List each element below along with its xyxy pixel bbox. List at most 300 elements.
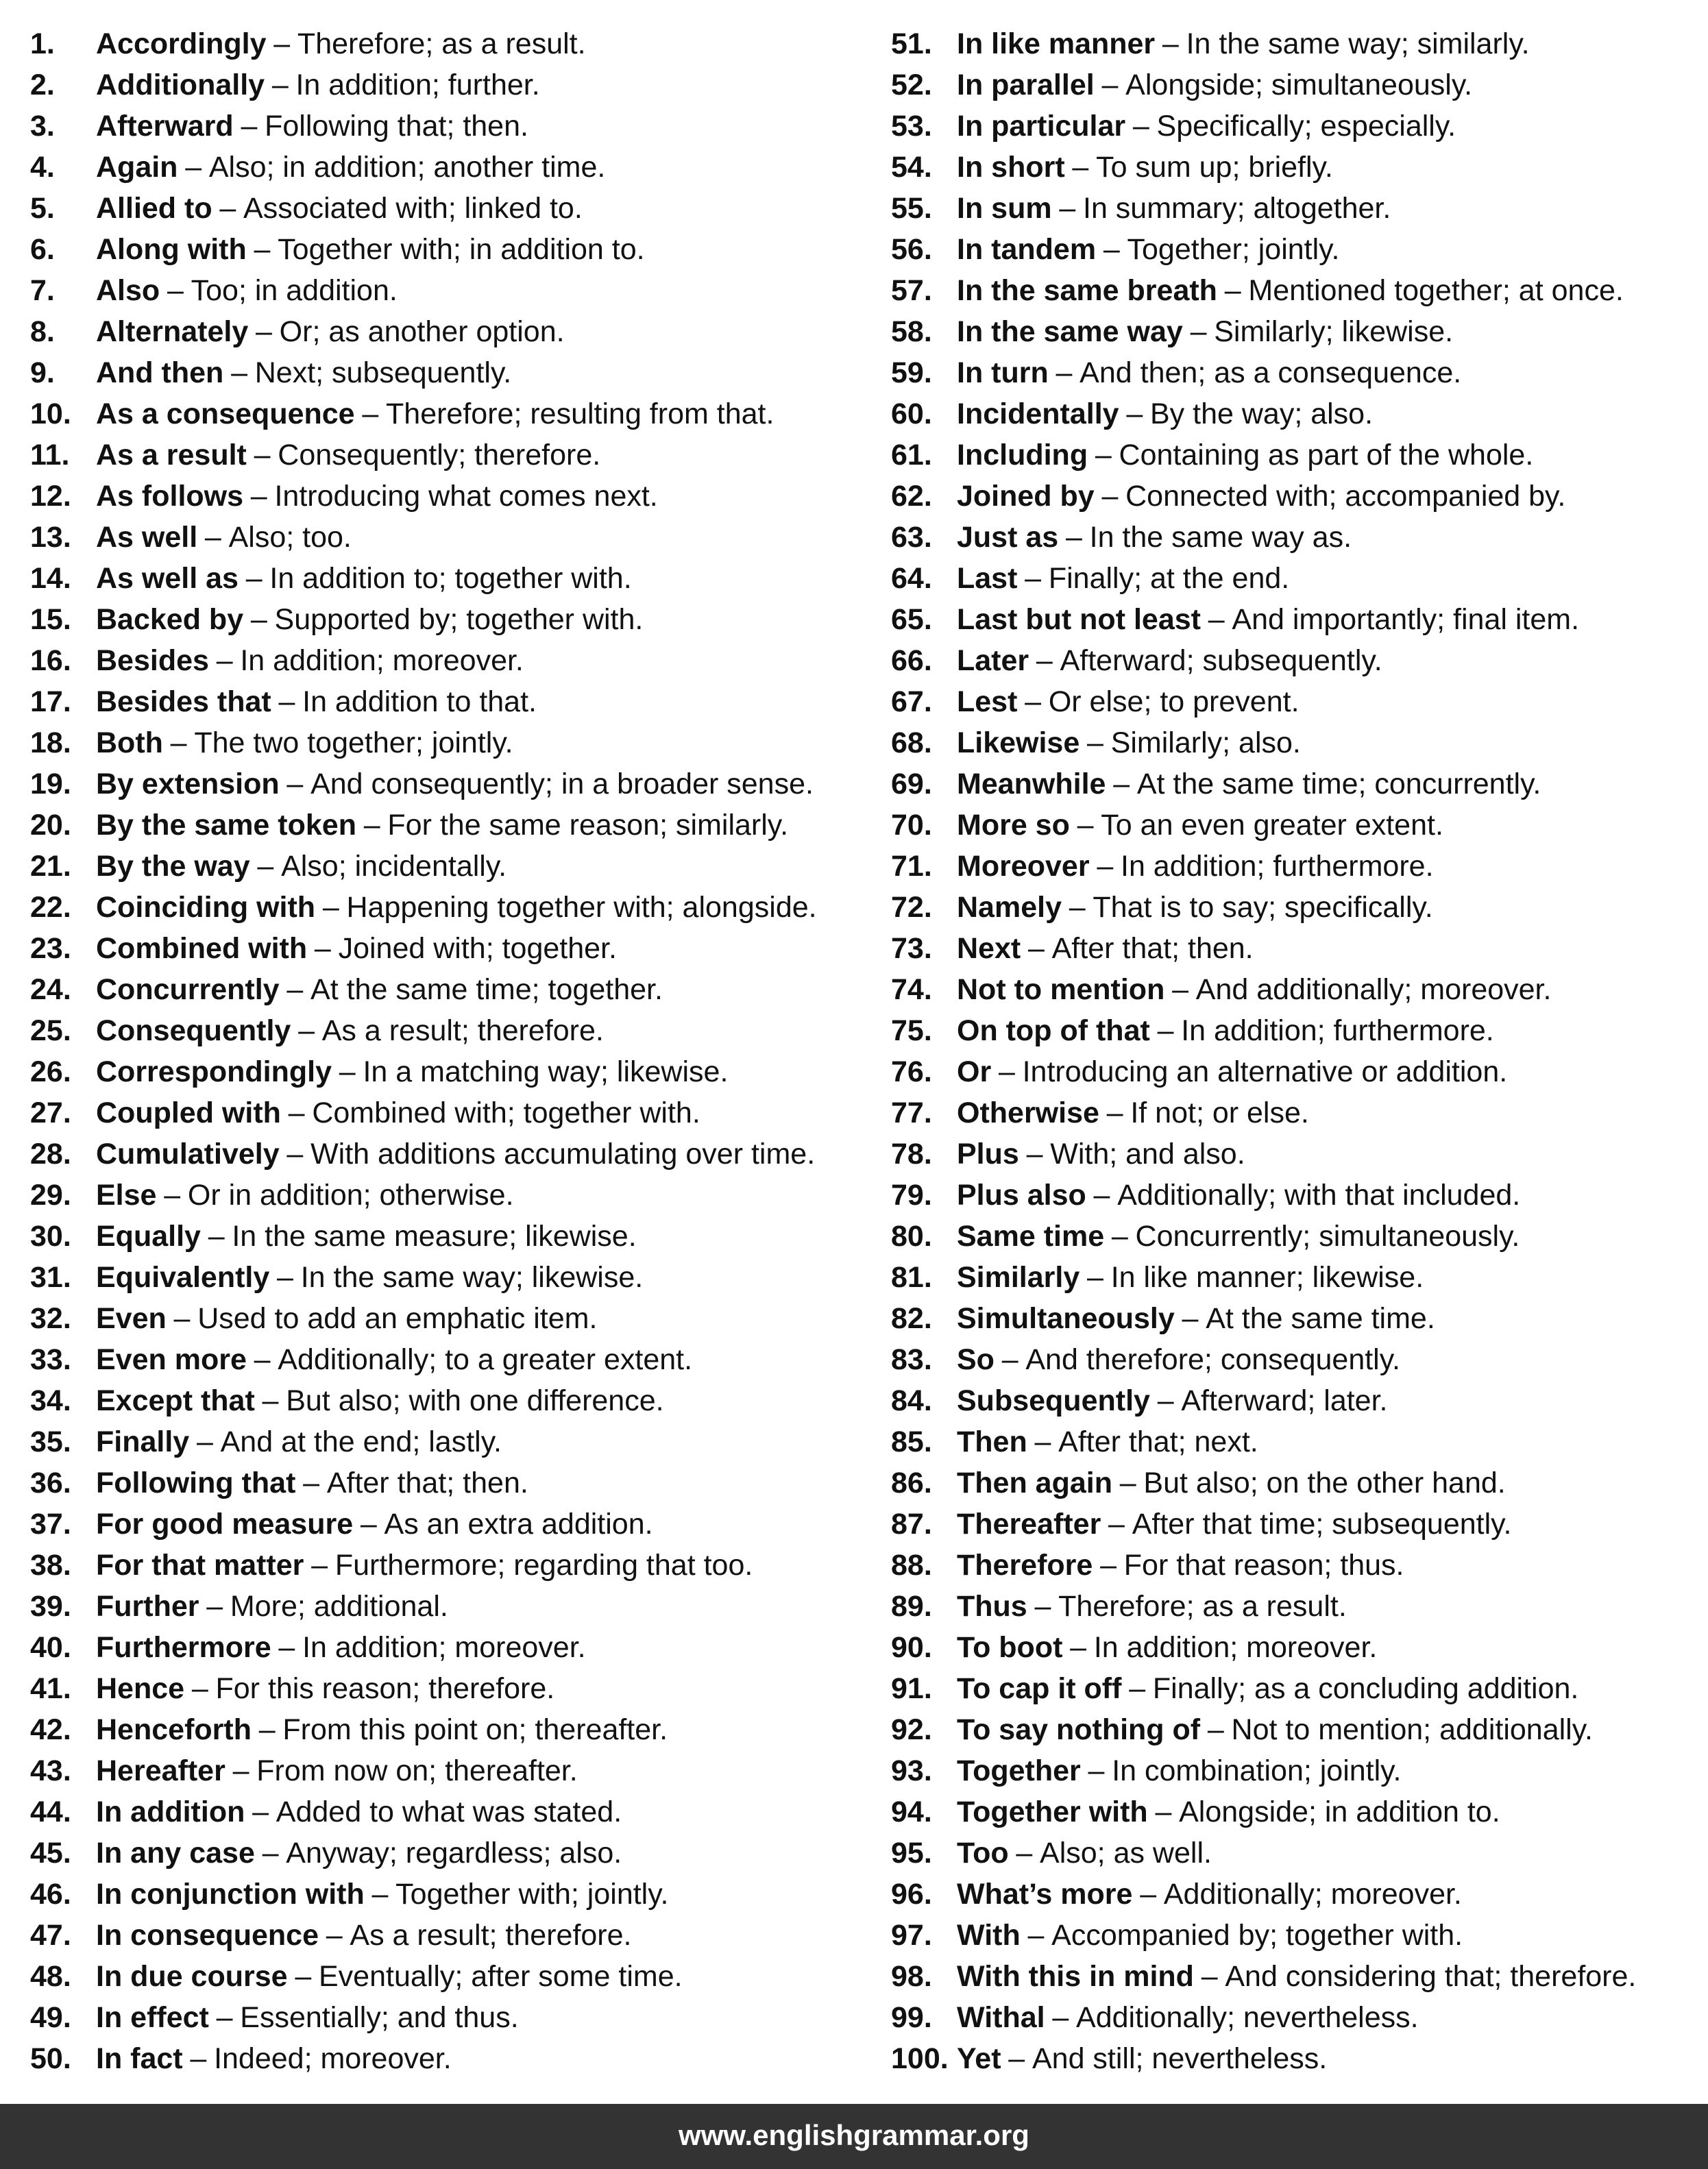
- item-definition: Supported by; together with.: [274, 603, 644, 636]
- list-item: [30, 681, 873, 722]
- list-item: [30, 1010, 873, 1051]
- item-term: In fact: [96, 2042, 183, 2075]
- item-separator: –: [1052, 2001, 1069, 2034]
- item-definition: In addition; moreover.: [302, 1631, 586, 1664]
- item-definition: Joined with; together.: [338, 932, 617, 965]
- item-term: Even more: [96, 1343, 247, 1376]
- item-term: Coinciding with: [96, 891, 316, 924]
- list-item: [891, 434, 1700, 476]
- item-term: As follows: [96, 480, 244, 513]
- item-definition: Also; incidentally.: [281, 850, 507, 883]
- item-term: Thus: [957, 1590, 1027, 1623]
- item-separator: –: [1157, 1384, 1174, 1417]
- item-separator: –: [257, 850, 274, 883]
- item-separator: –: [1126, 397, 1143, 430]
- list-item: [891, 640, 1700, 681]
- item-number: 13.: [30, 521, 71, 554]
- item-term: Namely: [957, 891, 1062, 924]
- item-definition: Consequently; therefore.: [278, 439, 601, 471]
- item-term: Along with: [96, 233, 247, 266]
- list-item: [30, 434, 873, 476]
- item-separator: –: [278, 685, 295, 718]
- item-definition: For this reason; therefore.: [215, 1672, 555, 1705]
- item-separator: –: [1208, 603, 1225, 636]
- item-number: 19.: [30, 768, 71, 800]
- item-separator: –: [252, 1796, 269, 1828]
- item-number: 61.: [891, 439, 932, 471]
- item-term: In like manner: [957, 27, 1156, 60]
- item-term: Later: [957, 644, 1029, 677]
- item-definition: Specifically; especially.: [1156, 110, 1456, 143]
- item-separator: –: [1008, 2042, 1025, 2075]
- item-definition: Happening together with; alongside.: [346, 891, 817, 924]
- item-term: In short: [957, 151, 1065, 184]
- item-definition: Too; in addition.: [191, 274, 398, 307]
- item-separator: –: [185, 151, 202, 184]
- item-separator: –: [288, 1096, 305, 1129]
- item-definition: Following that; then.: [265, 110, 528, 143]
- list-item: [30, 1956, 873, 1997]
- item-number: 60.: [891, 397, 932, 430]
- list-item: [30, 928, 873, 969]
- list-item: [30, 1133, 873, 1175]
- item-definition: Combined with; together with.: [312, 1096, 700, 1129]
- item-number: 31.: [30, 1261, 71, 1294]
- item-separator: –: [286, 973, 304, 1006]
- list-item: [30, 1586, 873, 1627]
- list-item: [30, 311, 873, 352]
- list-item: [891, 393, 1700, 434]
- item-separator: –: [1070, 1631, 1087, 1664]
- item-term: Afterward: [96, 110, 234, 143]
- item-term: Together: [957, 1754, 1081, 1787]
- list-item: [30, 188, 873, 229]
- item-term: And then: [96, 356, 224, 389]
- item-term: Plus: [957, 1138, 1019, 1171]
- list-item: [891, 1092, 1700, 1133]
- item-number: 100.: [891, 2042, 949, 2075]
- item-number: 20.: [30, 809, 71, 842]
- item-term: Withal: [957, 2001, 1045, 2034]
- item-number: 38.: [30, 1549, 71, 1582]
- item-definition: Finally; at the end.: [1048, 562, 1290, 595]
- item-separator: –: [216, 644, 233, 677]
- item-term: Equivalently: [96, 1261, 270, 1294]
- item-number: 59.: [891, 356, 932, 389]
- item-definition: As an extra addition.: [384, 1508, 653, 1541]
- list-item: [891, 1462, 1700, 1504]
- list-item: [891, 1010, 1700, 1051]
- item-separator: –: [1224, 274, 1241, 307]
- item-definition: As a result; therefore.: [350, 1919, 632, 1952]
- item-term: Similarly: [957, 1261, 1080, 1294]
- item-term: In effect: [96, 2001, 209, 2034]
- item-definition: Therefore; as a result.: [1058, 1590, 1347, 1623]
- list-item: [891, 1709, 1700, 1750]
- item-definition: Indeed; moreover.: [214, 2042, 452, 2075]
- list-item: [891, 558, 1700, 599]
- item-definition: Furthermore; regarding that too.: [334, 1549, 753, 1582]
- item-term: Moreover: [957, 850, 1090, 883]
- item-number: 63.: [891, 521, 932, 554]
- list-item: [891, 1298, 1700, 1339]
- list-item: [30, 1833, 873, 1874]
- item-separator: –: [1025, 685, 1042, 718]
- item-separator: –: [208, 1220, 225, 1253]
- item-number: 22.: [30, 891, 71, 924]
- list-item: [30, 1298, 873, 1339]
- list-item: [30, 1915, 873, 1956]
- list-item: [891, 1627, 1700, 1668]
- item-separator: –: [250, 603, 267, 636]
- item-number: 65.: [891, 603, 932, 636]
- item-term: In turn: [957, 356, 1049, 389]
- item-term: Allied to: [96, 192, 212, 225]
- item-term: Or: [957, 1055, 992, 1088]
- item-definition: After that time; subsequently.: [1132, 1508, 1512, 1541]
- item-term: Together with: [957, 1796, 1148, 1828]
- item-separator: –: [1103, 233, 1120, 266]
- item-definition: At the same time; together.: [310, 973, 663, 1006]
- item-number: 5.: [30, 192, 55, 225]
- item-term: Besides that: [96, 685, 271, 718]
- item-term: Joined by: [957, 480, 1095, 513]
- item-separator: –: [277, 1261, 293, 1294]
- item-number: 48.: [30, 1960, 71, 1993]
- list-item: [891, 722, 1700, 763]
- item-number: 83.: [891, 1343, 932, 1376]
- item-separator: –: [1059, 192, 1076, 225]
- list-item: [30, 722, 873, 763]
- item-separator: –: [1101, 69, 1119, 101]
- item-definition: And importantly; final item.: [1232, 603, 1580, 636]
- item-definition: At the same time; concurrently.: [1136, 768, 1541, 800]
- list-item: [891, 1216, 1700, 1257]
- item-separator: –: [1129, 1672, 1146, 1705]
- item-number: 70.: [891, 809, 932, 842]
- item-separator: –: [286, 1138, 304, 1171]
- list-item: [30, 1216, 873, 1257]
- item-number: 36.: [30, 1467, 71, 1499]
- item-number: 44.: [30, 1796, 71, 1828]
- item-term: In conjunction with: [96, 1878, 365, 1911]
- item-number: 37.: [30, 1508, 71, 1541]
- item-separator: –: [254, 233, 271, 266]
- item-number: 42.: [30, 1713, 71, 1746]
- item-number: 15.: [30, 603, 71, 636]
- item-definition: From this point on; thereafter.: [282, 1713, 668, 1746]
- list-item: [891, 846, 1700, 887]
- item-definition: After that; then.: [1051, 932, 1254, 965]
- list-item: [891, 805, 1700, 846]
- item-definition: Additionally; to a greater extent.: [278, 1343, 693, 1376]
- item-term: As well as: [96, 562, 239, 595]
- item-definition: At the same time.: [1206, 1302, 1435, 1335]
- item-term: Likewise: [957, 726, 1080, 759]
- list-item: [30, 476, 873, 517]
- item-separator: –: [298, 1014, 315, 1047]
- list-item: [891, 1833, 1700, 1874]
- item-term: More so: [957, 809, 1070, 842]
- item-term: Just as: [957, 521, 1059, 554]
- item-separator: –: [164, 1179, 181, 1212]
- item-number: 66.: [891, 644, 932, 677]
- item-separator: –: [1155, 1796, 1172, 1828]
- item-definition: Associated with; linked to.: [243, 192, 583, 225]
- item-number: 98.: [891, 1960, 932, 1993]
- item-number: 46.: [30, 1878, 71, 1911]
- list-item: [30, 1339, 873, 1380]
- item-term: Backed by: [96, 603, 244, 636]
- item-separator: –: [322, 891, 339, 924]
- item-separator: –: [1065, 521, 1082, 554]
- list-item: [891, 887, 1700, 928]
- item-number: 82.: [891, 1302, 932, 1335]
- item-separator: –: [1027, 932, 1045, 965]
- item-term: Consequently: [96, 1014, 291, 1047]
- item-definition: And still; nevertheless.: [1032, 2042, 1328, 2075]
- list-item: [891, 1874, 1700, 1915]
- list-item: [891, 681, 1700, 722]
- item-number: 33.: [30, 1343, 71, 1376]
- item-term: Therefore: [957, 1549, 1093, 1582]
- item-term: Yet: [957, 2042, 1001, 2075]
- item-number: 77.: [891, 1096, 932, 1129]
- list-item: [30, 599, 873, 640]
- item-number: 14.: [30, 562, 71, 595]
- item-definition: And then; as a consequence.: [1079, 356, 1462, 389]
- list-item: [891, 352, 1700, 393]
- item-definition: Also; as well.: [1040, 1837, 1212, 1870]
- item-term: Equally: [96, 1220, 201, 1253]
- list-item: [891, 1339, 1700, 1380]
- item-definition: And additionally; moreover.: [1195, 973, 1552, 1006]
- item-separator: –: [998, 1055, 1015, 1088]
- item-definition: Additionally; moreover.: [1163, 1878, 1462, 1911]
- item-separator: –: [173, 1302, 191, 1335]
- item-number: 55.: [891, 192, 932, 225]
- item-number: 10.: [30, 397, 71, 430]
- item-number: 52.: [891, 69, 932, 101]
- item-separator: –: [1026, 1138, 1043, 1171]
- list-item: [30, 1504, 873, 1545]
- item-number: 34.: [30, 1384, 71, 1417]
- item-number: 8.: [30, 315, 55, 348]
- list-item: [30, 887, 873, 928]
- item-definition: Or in addition; otherwise.: [187, 1179, 514, 1212]
- item-term: Accordingly: [96, 27, 267, 60]
- item-number: 78.: [891, 1138, 932, 1171]
- list-item: [30, 640, 873, 681]
- list-item: [891, 311, 1700, 352]
- list-item: [30, 1545, 873, 1586]
- item-number: 12.: [30, 480, 71, 513]
- item-term: In any case: [96, 1837, 255, 1870]
- item-separator: –: [1016, 1837, 1033, 1870]
- item-term: What’s more: [957, 1878, 1133, 1911]
- list-item: [30, 1791, 873, 1833]
- item-term: By the way: [96, 850, 250, 883]
- item-separator: –: [1182, 1302, 1199, 1335]
- item-number: 84.: [891, 1384, 932, 1417]
- item-definition: Anyway; regardless; also.: [286, 1837, 622, 1870]
- item-definition: The two together; jointly.: [194, 726, 513, 759]
- item-number: 91.: [891, 1672, 932, 1705]
- item-definition: Concurrently; simultaneously.: [1135, 1220, 1520, 1253]
- list-item: [891, 1051, 1700, 1092]
- item-definition: In summary; altogether.: [1083, 192, 1391, 225]
- list-item: [891, 1791, 1700, 1833]
- item-number: 92.: [891, 1713, 932, 1746]
- item-term: Besides: [96, 644, 209, 677]
- item-definition: Connected with; accompanied by.: [1125, 480, 1566, 513]
- item-number: 43.: [30, 1754, 71, 1787]
- item-term: With: [957, 1919, 1021, 1952]
- item-term: Furthermore: [96, 1631, 271, 1664]
- item-number: 1.: [30, 27, 55, 60]
- list-item: [30, 805, 873, 846]
- item-term: In the same breath: [957, 274, 1217, 307]
- item-term: In particular: [957, 110, 1126, 143]
- item-separator: –: [311, 1549, 328, 1582]
- item-number: 26.: [30, 1055, 71, 1088]
- list-item: [30, 558, 873, 599]
- item-number: 28.: [30, 1138, 71, 1171]
- list-item: [30, 270, 873, 311]
- list-item: [30, 106, 873, 147]
- footer-website-link[interactable]: www.englishgrammar.org: [679, 2119, 1029, 2151]
- item-term: Further: [96, 1590, 199, 1623]
- list-item: [30, 1750, 873, 1791]
- item-separator: –: [1034, 1590, 1051, 1623]
- item-definition: In the same way as.: [1089, 521, 1352, 554]
- item-separator: –: [1072, 151, 1089, 184]
- item-definition: Afterward; later.: [1181, 1384, 1388, 1417]
- item-separator: –: [271, 69, 289, 101]
- item-separator: –: [273, 27, 291, 60]
- item-separator: –: [1001, 1343, 1018, 1376]
- item-definition: Used to add an emphatic item.: [197, 1302, 598, 1335]
- item-number: 9.: [30, 356, 55, 389]
- item-number: 96.: [891, 1878, 932, 1911]
- item-term: Incidentally: [957, 397, 1119, 430]
- list-item: [891, 1586, 1700, 1627]
- item-definition: From now on; thereafter.: [256, 1754, 578, 1787]
- item-term: With this in mind: [957, 1960, 1194, 1993]
- item-number: 18.: [30, 726, 71, 759]
- list-item: [891, 599, 1700, 640]
- item-term: Too: [957, 1837, 1009, 1870]
- item-term: In sum: [957, 192, 1052, 225]
- item-number: 75.: [891, 1014, 932, 1047]
- item-separator: –: [1034, 1425, 1051, 1458]
- item-separator: –: [303, 1467, 320, 1499]
- item-number: 51.: [891, 27, 932, 60]
- item-number: 90.: [891, 1631, 932, 1664]
- list-item: [891, 64, 1700, 106]
- item-definition: In combination; jointly.: [1112, 1754, 1402, 1787]
- item-term: Plus also: [957, 1179, 1086, 1212]
- list-item: [30, 1627, 873, 1668]
- list-item: [891, 1915, 1700, 1956]
- item-definition: Next; subsequently.: [254, 356, 512, 389]
- list-item: [30, 969, 873, 1010]
- item-number: 32.: [30, 1302, 71, 1335]
- list-item: [30, 1709, 873, 1750]
- item-separator: –: [1036, 644, 1053, 677]
- item-definition: In like manner; likewise.: [1110, 1261, 1424, 1294]
- list-item: [891, 476, 1700, 517]
- item-separator: –: [216, 2001, 233, 2034]
- list-item: [30, 1175, 873, 1216]
- item-definition: Introducing what comes next.: [274, 480, 658, 513]
- item-separator: –: [1119, 1467, 1136, 1499]
- list-item: [891, 928, 1700, 969]
- item-definition: For the same reason; similarly.: [387, 809, 789, 842]
- item-separator: –: [231, 356, 247, 389]
- item-separator: –: [1111, 1220, 1128, 1253]
- item-definition: Accompanied by; together with.: [1051, 1919, 1463, 1952]
- item-definition: Mentioned together; at once.: [1248, 274, 1624, 307]
- item-term: For good measure: [96, 1508, 354, 1541]
- item-definition: In addition; furthermore.: [1121, 850, 1434, 883]
- item-separator: –: [1172, 973, 1189, 1006]
- list-item: [891, 147, 1700, 188]
- item-term: Thereafter: [957, 1508, 1101, 1541]
- item-number: 17.: [30, 685, 71, 718]
- item-definition: In addition; furthermore.: [1181, 1014, 1494, 1047]
- item-definition: Therefore; as a result.: [297, 27, 586, 60]
- list-item: [30, 1874, 873, 1915]
- list-item: [891, 1956, 1700, 1997]
- item-separator: –: [1207, 1713, 1224, 1746]
- list-item: [30, 1668, 873, 1709]
- item-term: By the same token: [96, 809, 356, 842]
- item-term: Not to mention: [957, 973, 1165, 1006]
- item-definition: By the way; also.: [1150, 397, 1374, 430]
- item-number: 87.: [891, 1508, 932, 1541]
- item-separator: –: [258, 1713, 276, 1746]
- item-term: Same time: [957, 1220, 1105, 1253]
- item-number: 99.: [891, 2001, 932, 2034]
- item-definition: Together with; jointly.: [395, 1878, 669, 1911]
- list-item: [891, 2038, 1700, 2079]
- item-number: 80.: [891, 1220, 932, 1253]
- item-term: Including: [957, 439, 1088, 471]
- list-item: [891, 969, 1700, 1010]
- item-number: 53.: [891, 110, 932, 143]
- item-term: To boot: [957, 1631, 1063, 1664]
- item-number: 67.: [891, 685, 932, 718]
- item-number: 40.: [30, 1631, 71, 1664]
- item-definition: Not to mention; additionally.: [1231, 1713, 1593, 1746]
- item-number: 25.: [30, 1014, 71, 1047]
- list-item: [30, 1421, 873, 1462]
- item-separator: –: [1140, 1878, 1157, 1911]
- item-number: 79.: [891, 1179, 932, 1212]
- item-definition: Also; too.: [228, 521, 352, 554]
- list-item: [891, 1175, 1700, 1216]
- item-term: To cap it off: [957, 1672, 1122, 1705]
- item-separator: –: [262, 1837, 279, 1870]
- item-term: Both: [96, 726, 163, 759]
- item-term: Otherwise: [957, 1096, 1099, 1129]
- item-number: 97.: [891, 1919, 932, 1952]
- item-term: Finally: [96, 1425, 190, 1458]
- item-term: Last: [957, 562, 1018, 595]
- item-term: Even: [96, 1302, 167, 1335]
- item-definition: That is to say; specifically.: [1093, 891, 1433, 924]
